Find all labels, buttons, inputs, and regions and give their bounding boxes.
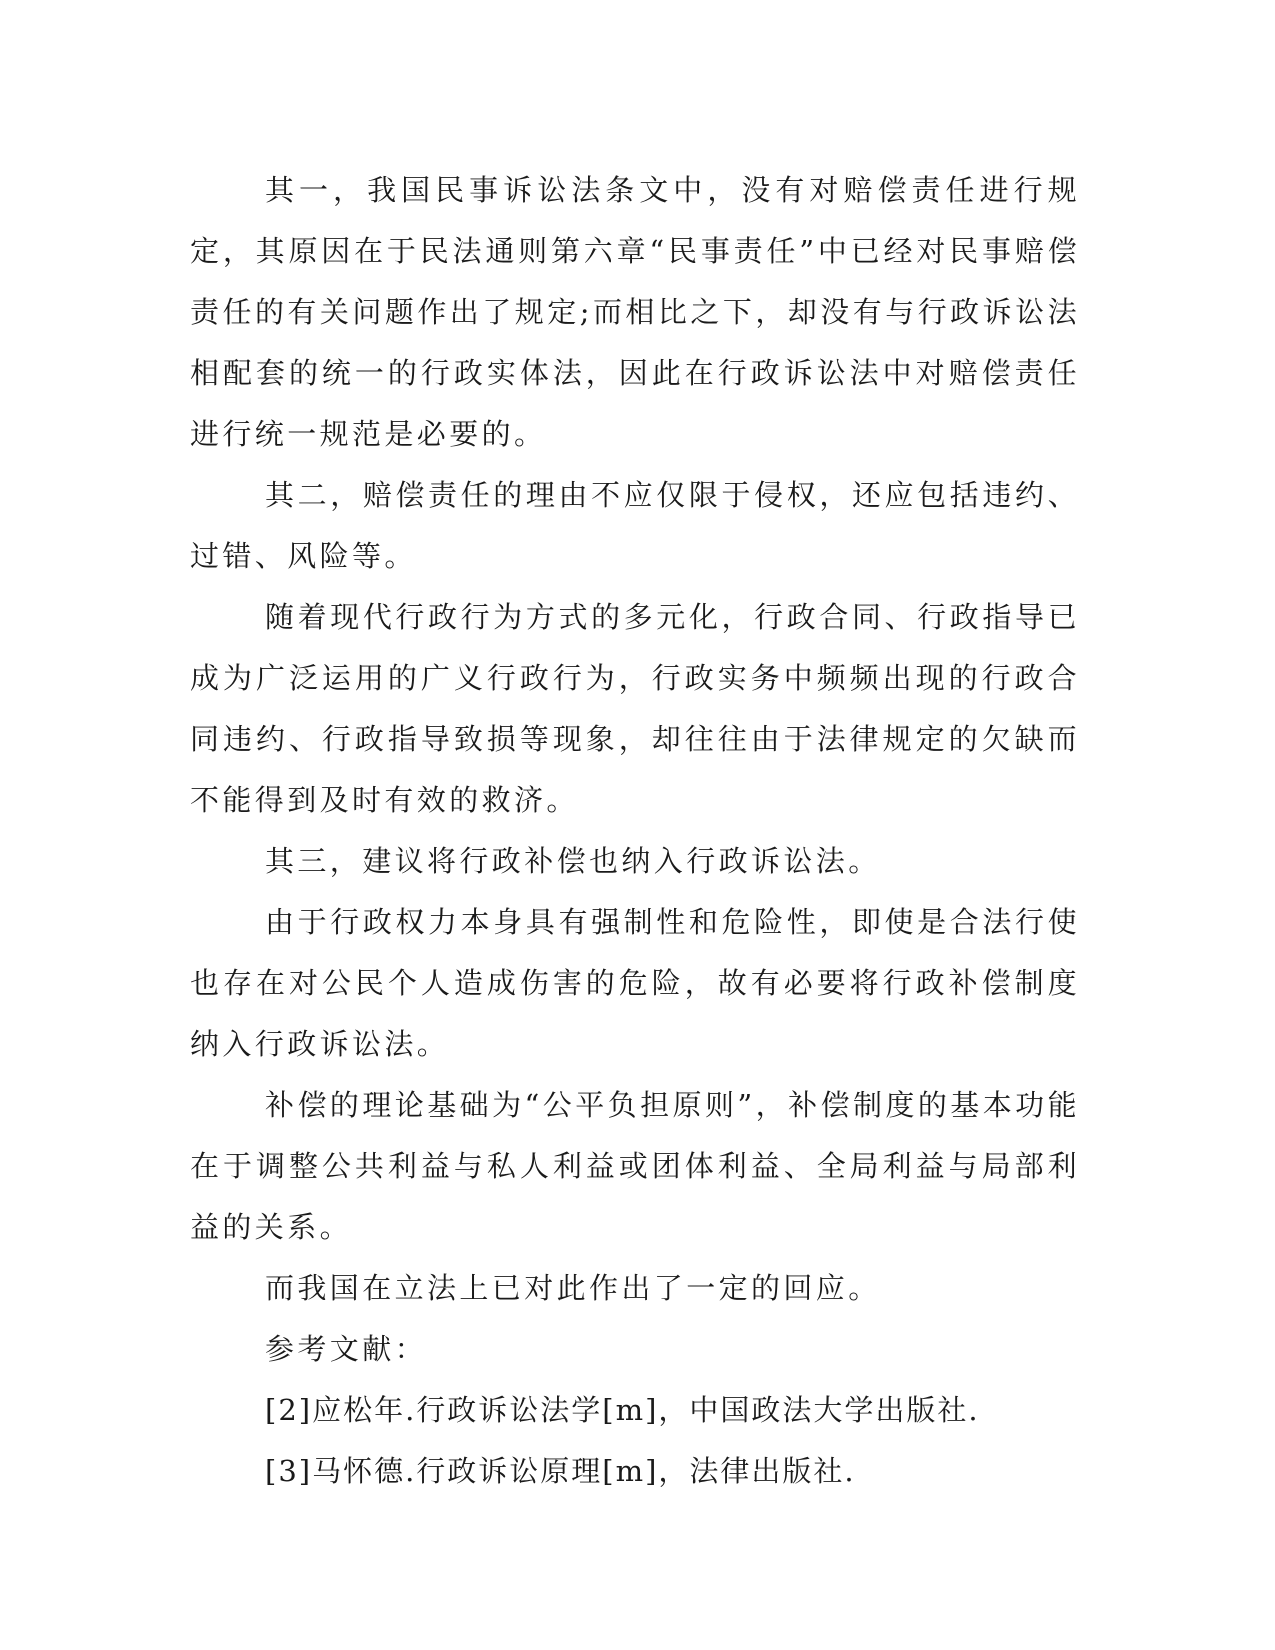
paragraph-4: 其三，建议将行政补偿也纳入行政诉讼法。: [265, 844, 881, 878]
paragraph-6: 补偿的理论基础为“公平负担原则”，补偿制度的基本功能在于调整公共利益与私人利益或团体利益、全局利益与局部利益的关系。: [190, 1088, 1080, 1244]
document-body: [190, 160, 1080, 1502]
paragraph-5: 由于行政权力本身具有强制性和危险性，即使是合法行使也存在对公民个人造成伤害的危险，故有必要将行政补偿制度纳入行政诉讼法。: [190, 905, 1080, 1061]
paragraph-3: 随着现代行政行为方式的多元化，行政合同、行政指导已成为广泛运用的广义行政行为，行政实务中频频出现的行政合同违约、行政指导致损等现象，却往往由于法律规定的欠缺而不能得到及时有效的救济。: [190, 600, 1080, 817]
reference-item-3: [3]马怀德.行政诉讼原理[m]，法律出版社.: [265, 1454, 856, 1488]
paragraph-2: 其二，赔偿责任的理由不应仅限于侵权，还应包括违约、过错、风险等。: [190, 478, 1080, 573]
paragraph-1: 其一，我国民事诉讼法条文中，没有对赔偿责任进行规定，其原因在于民法通则第六章“民事责任”中已经对民事赔偿责任的有关问题作出了规定;而相比之下，却没有与行政诉讼法相配套的统一的行政实体法，因此在行政诉讼法中对赔偿责任进行统一规范是必要的。: [190, 173, 1080, 451]
reference-item-2: [2]应松年.行政诉讼法学[m]，中国政法大学出版社.: [265, 1393, 980, 1427]
paragraph-7: 而我国在立法上已对此作出了一定的回应。: [265, 1271, 881, 1305]
references-heading: 参考文献：: [265, 1332, 428, 1366]
